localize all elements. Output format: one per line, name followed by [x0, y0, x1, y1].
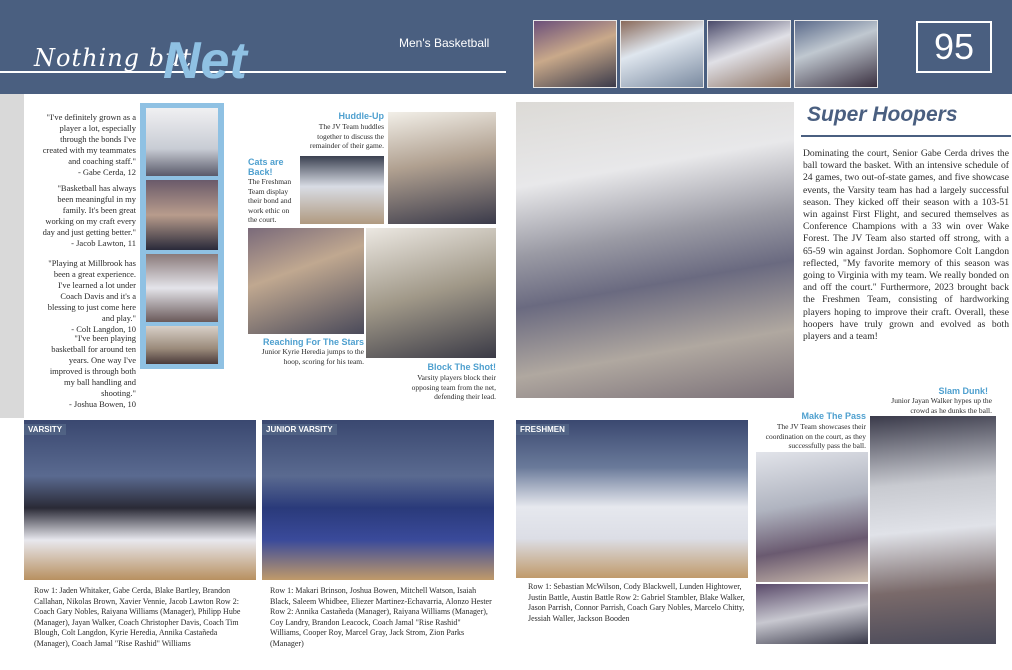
quote-block: [40, 183, 136, 249]
bench-photo: [756, 584, 868, 644]
quote-text: "I've been playing basketball for around ten years. One way I've improved is through both my ball handling and shooting.": [49, 333, 136, 398]
jv-roster: Row 1: Makari Brinson, Joshua Bowen, Mitchell Watson, Isaiah Black, Saleem Whidbee, Eliezer Martinez-Echavarria, Alonzo Hester Row 2: Annika Castañeda (Manager), Raiyana Williams (Manager), Coy Landry, Brandon Leacock, Coach Jamal "Rise Rashid" Williams, Cooper Roy, Marcel Gray, Jack Strom, Zion Parks (Manager): [270, 586, 492, 648]
story-body: Dominating the court, Senior Gabe Cerda drives the ball toward the basket. With an intensive schedule of 24 games, two out-of-state games, and five showcase events, the Varsity team has had a largely successful season. They kicked off their season with a 103-51 win against First Flight, and secured themselves as Conference Champions with a 33 win over Wake Forest. The JV Team also started off strong, with a 65-59 win against Jordan. Sophomore Colt Langdon reflected, "My favorite memory of this season was going to Virginia with my team. We really bonded on and off the court." Furthermore, 2023 brought back the Freshmen Team, consisting of hardworking players hoping to improve their craft. Overall, these hoopers have truly grown and evolved as both players and a team!: [803, 148, 1009, 343]
player-photo: [146, 254, 218, 322]
caption-title: Block The Shot!: [427, 362, 496, 372]
team-label: JUNIOR VARSITY: [262, 424, 337, 435]
dunk-photo: [870, 416, 996, 644]
pass-photo: [756, 452, 868, 582]
gray-margin-strip: [0, 94, 24, 418]
caption-title: Huddle-Up: [338, 111, 384, 121]
team-label: FRESHMEN: [516, 424, 569, 435]
section-label: Men's Basketball: [399, 36, 490, 50]
caption-text: Junior Kyrie Heredia jumps to the hoop, scoring for his team.: [261, 347, 364, 366]
script-title: Nothing but: [34, 44, 193, 72]
quote-author: - Jacob Lawton, 11: [71, 238, 136, 248]
caption-title: Slam Dunk!: [938, 386, 988, 396]
quote-author: - Joshua Bowen, 10: [68, 399, 136, 409]
header-thumbnail-photo: [620, 20, 704, 88]
jv-team-photo: [262, 420, 494, 580]
player-photo: [146, 326, 218, 364]
freshmen-team-photo: [516, 420, 748, 578]
huddle-photo: [388, 112, 496, 224]
player-photo: [146, 180, 218, 250]
quote-block: [40, 258, 136, 335]
quote-block: [40, 333, 136, 410]
quote-author: - Gabe Cerda, 12: [77, 167, 136, 177]
caption-text: The JV Team showcases their coordination on the court, as they successfully pass the ball.: [765, 422, 866, 450]
quote-text: "Basketball has always been meaningful in my family. It's been great working on my craft every day and just getting better.": [42, 183, 136, 237]
block-photo: [366, 228, 496, 358]
quote-text: "I've definitely grown as a player a lot, especially through the bonds I've created with my teammates and coaching staff.": [42, 112, 136, 166]
quote-text: "Playing at Millbrook has been a great experience. I've learned a lot under Coach Davis and it's a blessing to just come here and play.": [47, 258, 136, 323]
header-thumbnail-photo: [707, 20, 791, 88]
caption-text: Junior Jayan Walker hypes up the crowd as he dunks the ball.: [891, 396, 992, 415]
page-title: Net: [163, 32, 247, 90]
caption-text: The Freshman Team display their bond and work ethic on the court.: [248, 177, 292, 224]
varsity-team-photo: [24, 420, 256, 580]
caption-title: Cats are Back!: [248, 157, 284, 177]
quote-author: - Colt Langdon, 10: [71, 324, 136, 334]
caption-text: Varsity players block their opposing team from the net, defending their lead.: [411, 373, 496, 401]
freshmen-roster: Row 1: Sebastian McWilson, Cody Blackwell, Lunden Hightower, Justin Battle, Austin Battle Row 2: Gabriel Stambler, Blake Walker, Jason Parrish, Connor Parrish, Coach Gary Nobles, Marcelo Chitty, Jessiah Waller, Jackson Booden: [528, 582, 745, 623]
header-thumbnail-photo: [533, 20, 617, 88]
team-photo: [300, 156, 384, 224]
action-photo: [248, 228, 364, 334]
caption-title: Reaching For The Stars: [262, 337, 364, 347]
header-thumbnail-photo: [794, 20, 878, 88]
caption-text: The JV Team huddles together to discuss the remainder of their game.: [309, 122, 384, 150]
caption-title: Make The Pass: [801, 411, 866, 421]
varsity-roster: Row 1: Jaden Whitaker, Gabe Cerda, Blake Bartley, Brandon Callahan, Nikolas Brown, Xavier Vennie, Jacob Lawton Row 2: Coach Gary Nobles, Raiyana Williams (Manager), Philipp Hube (Manager), Jayan Walker, Coach Christopher Davis, Coach Tim Blough, Colt Langdon, Kyrie Heredia, Annika Castañeda (Manager), Coach Jamal "Rise Rashid" Williams: [34, 586, 241, 648]
page-number: 95: [916, 21, 992, 73]
quote-block: [40, 112, 136, 178]
team-label: VARSITY: [24, 424, 66, 435]
hero-dunk-photo: [516, 102, 794, 398]
story-title: Super Hoopers: [807, 103, 958, 126]
story-underline: [801, 135, 1011, 137]
player-photo: [146, 108, 218, 176]
